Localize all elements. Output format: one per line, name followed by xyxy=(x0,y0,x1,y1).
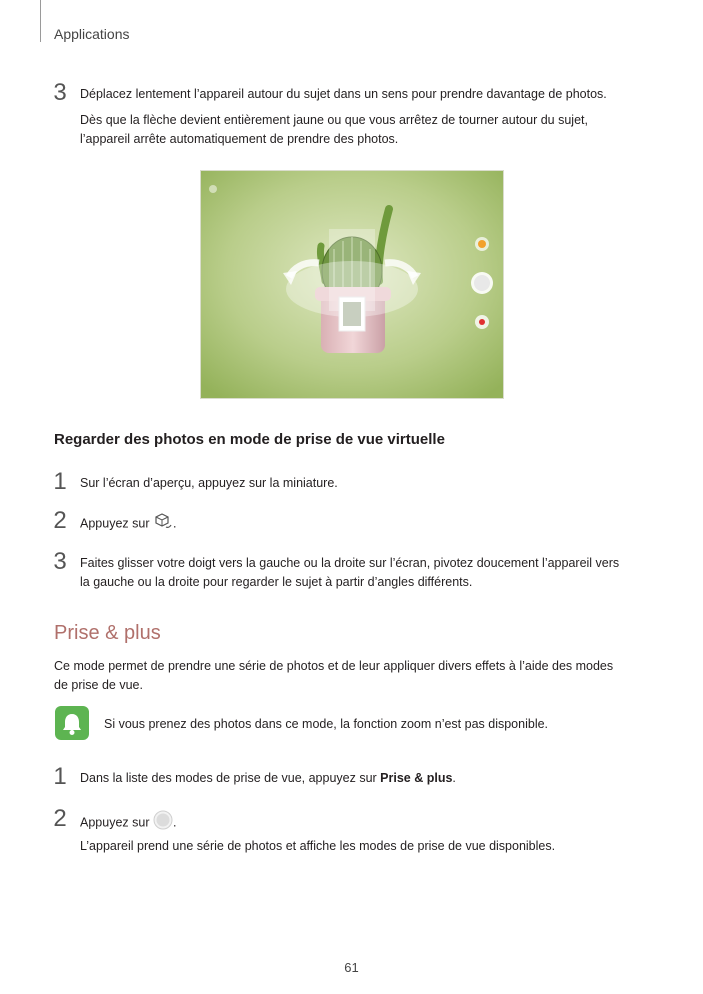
step-text: Déplacez lentement l’appareil autour du sujet dans un sens pour prendre davantage de photos. xyxy=(80,87,607,101)
page-number: 61 xyxy=(344,960,359,975)
step-text-after: . xyxy=(172,516,177,531)
step-detail: L’appareil prend une série de photos et affiche les modes de prise de vue disponibles. xyxy=(80,839,556,853)
step-text-before: Appuyez sur xyxy=(80,815,150,830)
section-heading-prise-plus: Prise & plus xyxy=(54,622,161,644)
step-number: 3 xyxy=(53,548,67,575)
section-intro-line1: Ce mode permet de prendre une série de photos et de leur appliquer divers effets à l’aide des modes xyxy=(54,659,614,673)
step-number: 3 xyxy=(53,79,67,106)
step-detail-line2: l’appareil arrête automatiquement de prendre des photos. xyxy=(80,132,399,146)
step-text-line2: la gauche ou la droite pour regarder le sujet à partir d’angles différents. xyxy=(80,575,473,589)
section-intro-line2: de prise de vue. xyxy=(54,678,143,692)
section-heading-virtual: Regarder des photos en mode de prise de vue virtuelle xyxy=(54,431,445,448)
camera-preview-illustration xyxy=(200,170,504,399)
step-text-after: . xyxy=(172,815,177,830)
step-text-line1: Faites glisser votre doigt vers la gauche ou la droite sur l’écran, pivotez doucement l’appareil vers xyxy=(80,556,620,570)
note-bell-icon xyxy=(55,706,89,740)
virtual-shot-icon xyxy=(153,512,173,536)
step-text-row xyxy=(80,810,176,836)
step-text-row xyxy=(80,512,176,536)
step-text-row xyxy=(80,768,456,788)
step-text-before: Appuyez sur xyxy=(80,516,150,531)
step-text-after: . xyxy=(452,771,456,785)
step-number: 2 xyxy=(53,507,67,534)
step-text-before: Dans la liste des modes de prise de vue, appuyez sur xyxy=(80,771,381,785)
step-number: 1 xyxy=(53,763,67,790)
step-number: 2 xyxy=(53,805,67,832)
header-rule xyxy=(40,0,41,42)
step-text-bold: Prise & plus xyxy=(380,771,453,785)
step-text: Sur l’écran d’aperçu, appuyez sur la miniature. xyxy=(80,476,338,490)
step-number: 1 xyxy=(53,468,67,495)
header-title: Applications xyxy=(54,26,130,42)
note-text: Si vous prenez des photos dans ce mode, la fonction zoom n’est pas disponible. xyxy=(104,717,549,731)
shutter-button-icon xyxy=(153,810,173,836)
step-detail-line1: Dès que la flèche devient entièrement jaune ou que vous arrêtez de tourner autour du sujet, xyxy=(80,113,588,127)
